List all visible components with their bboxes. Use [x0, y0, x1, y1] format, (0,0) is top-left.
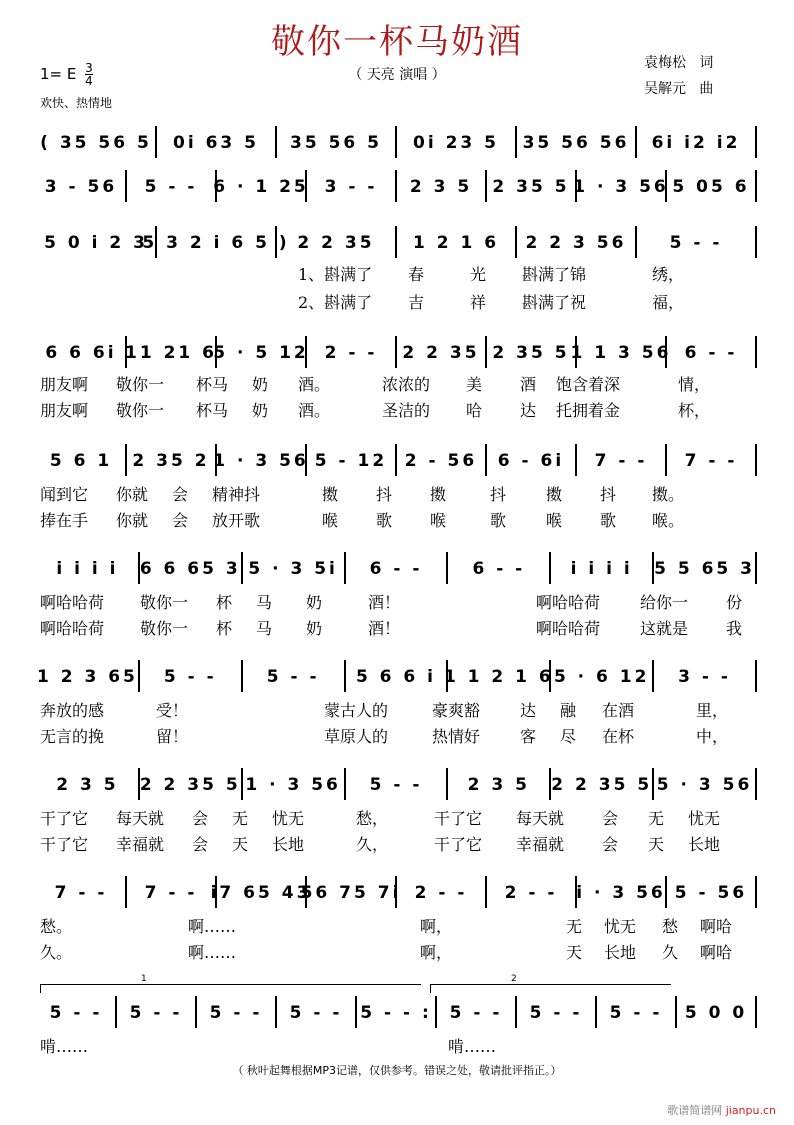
- lyric-text: 斟满了祝: [522, 293, 587, 312]
- lyric-text: 蒙古人的: [324, 701, 389, 720]
- lyric-text: 份: [726, 593, 743, 612]
- measure: 5 05 6: [672, 177, 750, 197]
- lyric-text: 抖: [600, 485, 617, 504]
- measure: 5 · 5 12: [213, 343, 309, 363]
- measure: 35 56 5: [290, 133, 382, 153]
- lyric-line: [36, 832, 756, 856]
- measure: 6 - -: [684, 343, 738, 363]
- measure: 2 35 5: [492, 177, 570, 197]
- measure: i i i i: [570, 559, 633, 579]
- barline: [755, 126, 757, 158]
- lyric-text: 啊哈: [700, 917, 733, 936]
- measure: 3 - -: [324, 177, 378, 197]
- lyric-text: 饱含着深: [556, 375, 621, 394]
- notation-line: [36, 130, 756, 156]
- lyric-text: 杯: [216, 593, 233, 612]
- footer-note: （ 秋叶起舞根据MP3记谱，仅供参考。错误之处，敬请批评指正。）: [232, 1064, 562, 1077]
- lyric-text: 喉。: [652, 511, 685, 530]
- lyric-line: [36, 698, 756, 722]
- lyric-text: 抖: [490, 485, 507, 504]
- lyric-text: 热情好: [432, 727, 481, 746]
- lyric-text: 这就是: [640, 619, 689, 638]
- volta-bracket-2: [430, 974, 671, 993]
- notation-line: [36, 772, 756, 798]
- lyric-text: 久。: [40, 943, 73, 962]
- lyric-text: 马: [256, 593, 273, 612]
- measure: 6 - -: [472, 559, 526, 579]
- measure: 5 5 65 3: [654, 559, 756, 579]
- lyric-text: 天: [232, 835, 249, 854]
- barline: [755, 226, 757, 258]
- time-signature: [85, 62, 93, 87]
- lyric-text: 长地: [688, 835, 721, 854]
- lyric-text: 达: [520, 701, 537, 720]
- lyric-text: 奶: [252, 401, 269, 420]
- measure: 5 - - :: [360, 1003, 432, 1023]
- measure: 5 - -: [49, 1003, 103, 1023]
- watermark-domain: jianpu.cn: [725, 1104, 776, 1117]
- lyric-line: [36, 482, 756, 506]
- key-signature: [40, 62, 93, 87]
- lyric-text: 天: [566, 943, 583, 962]
- lyric-text: 愁，: [356, 809, 389, 828]
- lyric-text: 杯马: [196, 401, 229, 420]
- measure: 2 - -: [324, 343, 378, 363]
- measure: 2 - -: [504, 883, 558, 903]
- measure: 5 - -: [529, 1003, 583, 1023]
- lyric-line: [36, 940, 756, 964]
- lyric-text: 捧在手: [40, 511, 89, 530]
- lyric-text: 酒！: [368, 619, 401, 638]
- measure: 5 - -: [669, 233, 723, 253]
- lyric-text: 干了它: [40, 835, 89, 854]
- notation-line: [36, 1000, 756, 1026]
- lyric-text: 啃……: [448, 1037, 497, 1056]
- measure: i7 65 43: [210, 883, 312, 903]
- measure: 6i i2 i2: [651, 133, 741, 153]
- measure: 5 - -: [144, 177, 198, 197]
- notation-line: [36, 664, 756, 690]
- measure: 2 - 56: [404, 451, 478, 471]
- lyric-text: 尽: [560, 727, 577, 746]
- measure: 5 · 3 56: [656, 775, 753, 795]
- lyric-text: 酒！: [368, 593, 401, 612]
- lyric-text: 你就: [116, 511, 149, 530]
- lyric-text: 豪爽豁: [432, 701, 481, 720]
- measure: 1 2 1 6: [412, 233, 500, 253]
- measure: 5 - -: [163, 667, 217, 687]
- lyric-text: 干了它: [434, 835, 483, 854]
- credits: [644, 50, 713, 102]
- lyric-text: 闻到它: [40, 485, 89, 504]
- lyric-text: 春: [408, 265, 425, 284]
- lyric-text: 敬你一: [140, 619, 189, 638]
- measure: 1 2 3 65: [36, 667, 138, 687]
- volta-bracket-1: [40, 974, 421, 993]
- lyric-text: 奶: [306, 593, 323, 612]
- measure: 5 0 i 2 3: [44, 233, 148, 253]
- lyric-text: 朋友啊: [40, 375, 89, 394]
- lyric-text: 中，: [696, 727, 729, 746]
- time-numerator: 3: [85, 61, 93, 75]
- lyric-text: 啊，: [420, 943, 453, 962]
- measure: 7 - -: [684, 451, 738, 471]
- measure: 11 21 6: [125, 343, 217, 363]
- lyric-text: 酒。: [298, 375, 331, 394]
- lyric-text: 无: [232, 809, 249, 828]
- lyric-line: [36, 398, 756, 422]
- lyric-text: 每天就: [516, 809, 565, 828]
- measure: 2 3 5: [467, 775, 530, 795]
- lyric-line: [36, 1034, 756, 1058]
- measure: 6 6 6i: [45, 343, 117, 363]
- measure: 5 6 1: [49, 451, 113, 471]
- lyric-text: 在酒: [602, 701, 635, 720]
- measure: 6 - -: [369, 559, 423, 579]
- measure: 5 - 12: [314, 451, 388, 471]
- time-denominator: 4: [85, 74, 93, 88]
- lyric-text: 融: [560, 701, 577, 720]
- lyric-text: 久，: [356, 835, 389, 854]
- lyric-text: 擞。: [652, 485, 685, 504]
- lyric-text: 无言的挽: [40, 727, 105, 746]
- lyric-text: 啊哈哈荷: [536, 593, 601, 612]
- lyric-text: 会: [192, 809, 209, 828]
- measure: 5 - -: [369, 775, 423, 795]
- measure: i i i i: [56, 559, 119, 579]
- measure: 3 - 56: [44, 177, 118, 197]
- measure: 0i 63 5: [173, 133, 259, 153]
- measure: 1 · 3 56: [245, 775, 341, 795]
- lyric-text: 在杯: [602, 727, 635, 746]
- measure: 7 - -: [594, 451, 648, 471]
- lyric-text: 留！: [156, 727, 189, 746]
- tempo-marking: 欢快、热情地: [40, 96, 113, 110]
- lyric-text: 杯马: [196, 375, 229, 394]
- lyric-text: 喉: [430, 511, 447, 530]
- lyric-text: 忧无: [604, 917, 637, 936]
- lyric-line: [36, 508, 756, 532]
- measure: 2 2 35 5: [551, 775, 653, 795]
- lyric-line: [36, 372, 756, 396]
- lyric-text: 擞: [430, 485, 447, 504]
- composer-credit: 吴解元 曲: [644, 81, 714, 97]
- lyric-line: [36, 590, 756, 614]
- lyric-text: 浓浓的: [382, 375, 431, 394]
- lyric-text: 情，: [678, 375, 711, 394]
- measure: 5 - -: [129, 1003, 183, 1023]
- lyric-text: 你就: [116, 485, 149, 504]
- measure: 2 3 5: [56, 775, 119, 795]
- lyric-text: 祥: [470, 293, 487, 312]
- barline: [755, 444, 757, 476]
- lyric-text: 幸福就: [116, 835, 165, 854]
- lyric-text: 会: [602, 809, 619, 828]
- singer-label: （ 天亮 演唱 ）: [348, 67, 446, 83]
- barline: [755, 336, 757, 368]
- song-title: 敬你一杯马奶酒: [271, 22, 523, 62]
- notation-line: [36, 448, 756, 474]
- notation-line: [36, 880, 756, 906]
- lyric-text: 会: [172, 511, 189, 530]
- lyric-line: [36, 914, 756, 938]
- lyric-text: 敬你一: [116, 375, 165, 394]
- measure: 2 2 35 5: [139, 775, 241, 795]
- lyric-text: 给你一: [640, 593, 689, 612]
- lyric-text: 我: [726, 619, 743, 638]
- lyric-text: 精神抖: [212, 485, 261, 504]
- lyric-text: 擞: [546, 485, 563, 504]
- lyric-text: 久: [662, 943, 679, 962]
- lyric-text: 圣洁的: [382, 401, 431, 420]
- lyric-text: 啊哈哈荷: [40, 619, 105, 638]
- lyricist-credit: 袁梅松 词: [644, 55, 714, 71]
- lyric-text: 放开歌: [212, 511, 261, 530]
- measure: 5 - 56: [674, 883, 748, 903]
- measure: 1 · 3 56: [213, 451, 309, 471]
- measure: 6 6 65 3: [139, 559, 241, 579]
- notation-line: [36, 174, 756, 200]
- barline: [755, 996, 757, 1028]
- measure: ( 35 56 5: [40, 133, 152, 153]
- lyric-text: 啊……: [188, 917, 237, 936]
- lyric-text: 干了它: [434, 809, 483, 828]
- measure: 5 - -: [609, 1003, 663, 1023]
- lyric-text: 杯，: [678, 401, 711, 420]
- lyric-text: 2、斟满了: [298, 293, 373, 312]
- lyric-text: 无: [648, 809, 665, 828]
- barline: [755, 170, 757, 202]
- measure: 6 - 6i: [497, 451, 565, 471]
- lyric-text: 幸福就: [516, 835, 565, 854]
- lyric-text: 吉: [408, 293, 425, 312]
- lyric-text: 啊哈哈荷: [40, 593, 105, 612]
- measure: 2 35 2: [132, 451, 210, 471]
- measure: 2 3 5: [409, 177, 473, 197]
- measure: 1 1 2 1 6: [443, 667, 554, 687]
- lyric-text: 干了它: [40, 809, 89, 828]
- lyric-text: 愁。: [40, 917, 73, 936]
- lyric-text: 马: [256, 619, 273, 638]
- lyric-text: 无: [566, 917, 583, 936]
- volta-2-label: 2: [511, 974, 517, 984]
- lyric-text: 歌: [376, 511, 393, 530]
- measure: 0i 23 5: [413, 133, 499, 153]
- lyric-text: 哈: [466, 401, 483, 420]
- watermark-site: 歌谱简谱网: [667, 1104, 723, 1117]
- lyric-line: [36, 724, 756, 748]
- lyric-text: 奔放的感: [40, 701, 105, 720]
- measure: 3 - -: [678, 667, 731, 687]
- lyric-text: 啃……: [40, 1037, 89, 1056]
- lyric-text: 托拥着金: [556, 401, 621, 420]
- measure: 2 2 3 56: [525, 233, 627, 253]
- lyric-text: 长地: [272, 835, 305, 854]
- lyric-text: 会: [192, 835, 209, 854]
- measure: 5 3 2 i 6 5 ): [142, 233, 290, 253]
- lyric-text: 奶: [252, 375, 269, 394]
- lyric-text: 抖: [376, 485, 393, 504]
- measure: 7 - -: [144, 883, 198, 903]
- lyric-text: 福，: [652, 293, 685, 312]
- measure: 7 - -: [54, 883, 108, 903]
- lyric-text: 杯: [216, 619, 233, 638]
- lyric-text: 受！: [156, 701, 189, 720]
- lyric-text: 喉: [322, 511, 339, 530]
- measure: 5 - -: [289, 1003, 343, 1023]
- lyric-text: 歌: [600, 511, 617, 530]
- measure: 2 35 5: [492, 343, 570, 363]
- lyric-line: [36, 616, 756, 640]
- lyric-text: 忧无: [272, 809, 305, 828]
- barline: [755, 660, 757, 692]
- lyric-text: 啊，: [420, 917, 453, 936]
- lyric-text: 客: [520, 727, 537, 746]
- lyric-text: 天: [648, 835, 665, 854]
- lyric-text: 啊哈哈荷: [536, 619, 601, 638]
- notation-line: [36, 340, 756, 366]
- lyric-text: 酒: [520, 375, 537, 394]
- lyric-text: 绣，: [652, 265, 685, 284]
- lyric-text: 美: [466, 375, 483, 394]
- lyric-text: 奶: [306, 619, 323, 638]
- measure: 5 · 3 5i: [248, 559, 338, 579]
- lyric-text: 斟满了锦: [522, 265, 587, 284]
- measure: 2 2 35: [297, 233, 375, 253]
- measure: 5 6 6 i: [355, 667, 437, 687]
- lyric-text: 长地: [604, 943, 637, 962]
- notation-line: [36, 230, 756, 256]
- lyric-line: [36, 290, 756, 314]
- measure: 1 1 3 56: [570, 343, 672, 363]
- lyric-text: 愁: [662, 917, 679, 936]
- lyric-text: 光: [470, 265, 487, 284]
- measure: 5 - -: [449, 1003, 503, 1023]
- lyric-text: 敬你一: [140, 593, 189, 612]
- lyric-line: [36, 806, 756, 830]
- barline: [755, 552, 757, 584]
- lyric-text: 朋友啊: [40, 401, 89, 420]
- lyric-text: 草原人的: [324, 727, 389, 746]
- lyric-text: 啊哈: [700, 943, 733, 962]
- measure: i · 3 56: [576, 883, 666, 903]
- lyric-text: 每天就: [116, 809, 165, 828]
- measure: 1 · 3 56: [573, 177, 669, 197]
- measure: 5 - -: [209, 1003, 263, 1023]
- lyric-text: 会: [602, 835, 619, 854]
- lyric-text: 忧无: [688, 809, 721, 828]
- lyric-line: [36, 262, 756, 286]
- measure: 56 75 7i: [300, 883, 402, 903]
- measure: 5 - -: [266, 667, 320, 687]
- lyric-text: 1、斟满了: [298, 265, 373, 284]
- measure: 35 56 56: [522, 133, 630, 153]
- notation-line: [36, 556, 756, 582]
- lyric-text: 敬你一: [116, 401, 165, 420]
- measure: 2 2 35: [402, 343, 480, 363]
- measure: 6 · 1 25: [213, 177, 309, 197]
- lyric-text: 歌: [490, 511, 507, 530]
- lyric-text: 里，: [696, 701, 729, 720]
- measure: 5 0 0: [684, 1003, 748, 1023]
- measure: 2 - -: [414, 883, 468, 903]
- barline: [755, 768, 757, 800]
- barline: [755, 876, 757, 908]
- key-label: 1= E: [40, 65, 77, 83]
- watermark: [667, 1102, 776, 1118]
- volta-1-label: 1: [141, 974, 147, 984]
- lyric-text: 啊……: [188, 943, 237, 962]
- lyric-text: 酒。: [298, 401, 331, 420]
- lyric-text: 喉: [546, 511, 563, 530]
- measure: 5 · 6 12: [553, 667, 650, 687]
- lyric-text: 达: [520, 401, 537, 420]
- lyric-text: 擞: [322, 485, 339, 504]
- lyric-text: 会: [172, 485, 189, 504]
